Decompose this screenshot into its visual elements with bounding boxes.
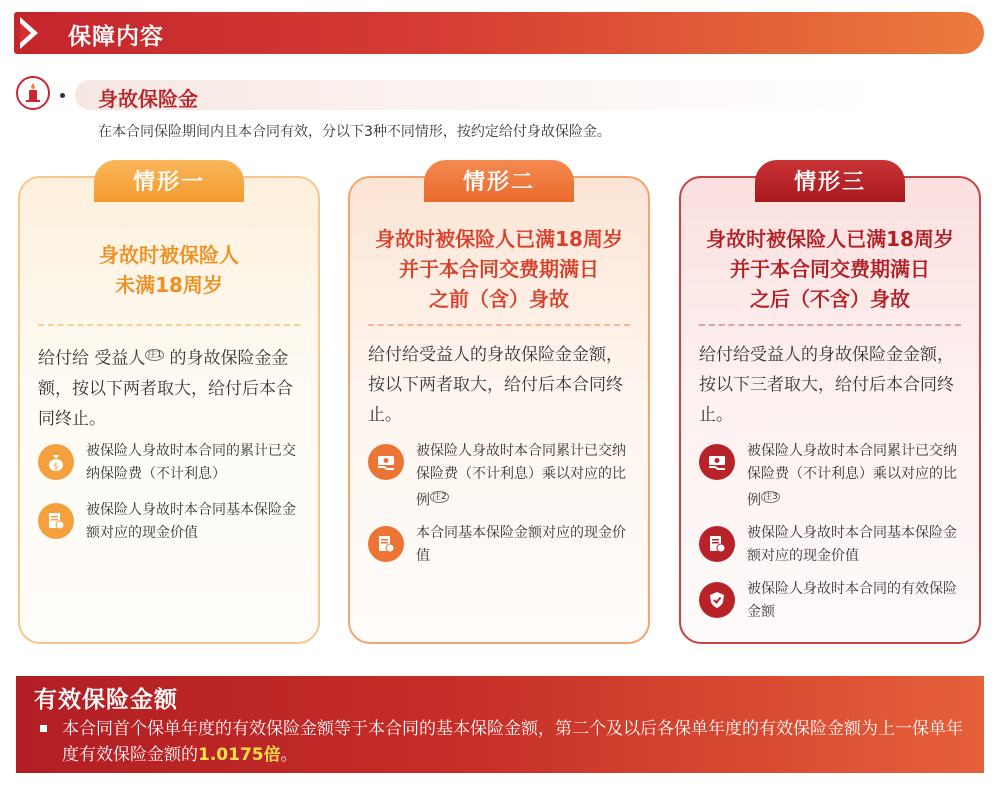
svg-text:$: $ — [53, 462, 59, 472]
document-coin-icon — [368, 526, 404, 562]
card-title-line: 并于本合同交费期满日 — [399, 257, 599, 281]
effective-amount-text-part: 。 — [280, 745, 298, 765]
effective-amount-title: 有效保险金额 — [34, 687, 178, 713]
benefit-item-text-content: 被保险人身故时本合同累计已交纳保险费（不计利息）乘以对应的比例 — [747, 443, 957, 509]
benefit-item-text: 被保险人身故时本合同基本保险金额对应的现金价值 — [86, 502, 296, 541]
page-title: 保障内容 — [68, 24, 164, 50]
card-description: 给付给受益人的身故保险金金额，按以下两者取大，给付后本合同终止。 — [368, 345, 623, 425]
card-title-line: 并于本合同交费期满日 — [730, 257, 930, 281]
scenario-tab-2: 情形二 — [424, 160, 574, 202]
effective-amount-text — [62, 716, 972, 768]
effective-amount-highlight: 1.0175倍 — [198, 745, 281, 765]
card-title-line: 身故时被保险人已满18周岁 — [375, 227, 623, 251]
candle-icon — [16, 76, 50, 110]
money-bag-icon — [38, 444, 74, 480]
document-coin-icon — [699, 526, 735, 562]
cash-hand-icon — [699, 444, 735, 480]
card-title-line: 未满18周岁 — [115, 273, 223, 297]
card-title-line: 之前（含）身故 — [429, 287, 569, 311]
dashed-divider — [38, 324, 300, 326]
card-description-text: 给付给 受益人 — [38, 348, 146, 369]
footnote-marker: 注2 — [432, 492, 447, 502]
benefit-item-text: 被保险人身故时本合同基本保险金额对应的现金价值 — [747, 525, 957, 564]
scenario-tab-3: 情形三 — [755, 160, 905, 202]
card-description — [38, 340, 308, 434]
benefit-item-text — [747, 440, 969, 513]
card-description: 给付给受益人的身故保险金金额，按以下三者取大，给付后本合同终止。 — [699, 345, 954, 425]
bullet-square — [40, 725, 47, 732]
benefit-item-text: 被保险人身故时本合同的有效保险金额 — [747, 581, 957, 620]
section-title: 身故保险金 — [98, 87, 198, 111]
card-title-line: 身故时被保险人已满18周岁 — [706, 227, 954, 251]
dashed-divider — [368, 324, 630, 326]
document-coin-icon — [38, 503, 74, 539]
benefit-item-text: 本合同基本保险金额对应的现金价值 — [416, 525, 626, 564]
card-title-line: 身故时被保险人 — [99, 243, 239, 267]
effective-amount-text-part: 本合同首个保单年度的有效保险金额等于本合同的基本保险金额，第二个及以后各保单年度的有效保险金额为上一保单年度有效保险金额的 — [62, 719, 963, 765]
arrow-inner-shape — [20, 23, 31, 43]
footnote-marker: 注1 — [147, 350, 163, 360]
benefit-item-text: 被保险人身故时本合同的累计已交纳保险费（不计利息） — [86, 443, 296, 482]
bullet-dot — [60, 93, 65, 98]
shield-icon — [699, 582, 735, 618]
card-description-text: 的身故保险金金额，按以下两者取大，给付后本合同终止。 — [38, 348, 293, 429]
footnote-marker: 注3 — [763, 492, 778, 502]
cash-hand-icon — [368, 444, 404, 480]
dashed-divider — [699, 324, 961, 326]
section-intro: 在本合同保险期间内且本合同有效，分以下3种不同情形，按约定给付身故保险金。 — [98, 124, 611, 140]
scenario-tab-1: 情形一 — [94, 160, 244, 202]
benefit-item-text — [416, 440, 638, 513]
card-title-line: 之后（不含）身故 — [750, 287, 910, 311]
benefit-item-text-content: 被保险人身故时本合同累计已交纳保险费（不计利息）乘以对应的比例 — [416, 443, 626, 509]
